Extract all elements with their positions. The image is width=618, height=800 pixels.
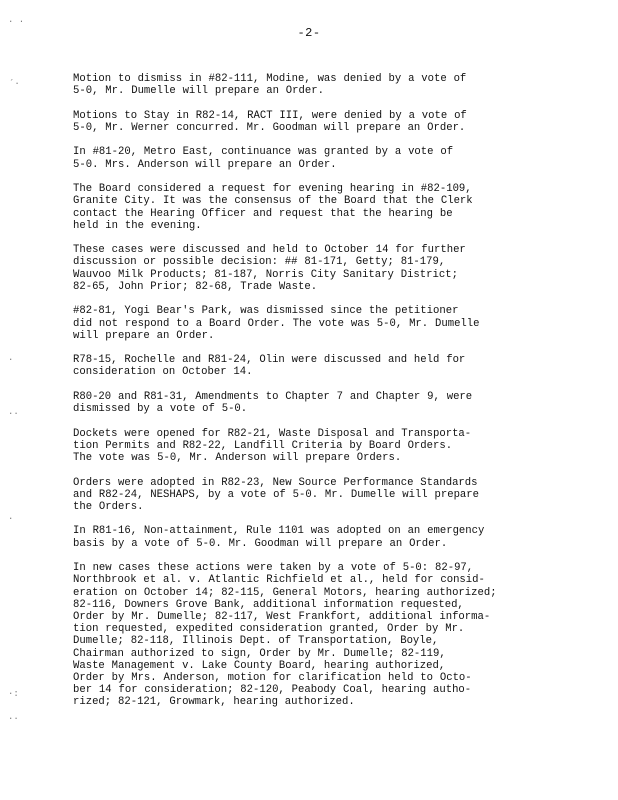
page-number: -2- [297,26,321,40]
paragraph: Dockets were opened for R82-21, Waste Disposal and Transporta- tion Permits and R82-22, Landfill Criteria by Board Orders. The vote was 5-0, Mr. Anderson will prepare Orders. [73,427,472,465]
scan-speck-mark: · [8,355,14,365]
scan-speck-mark: ´· [9,79,20,89]
paragraph: In new cases these actions were taken by a vote of 5-0: 82-97, Northbrook et al. v. Atlantic Richfield et al., held for consid- eration on October 14; 82-115, General Motors, hearing authorized; 82-116, Downers Grove Bank, additional information requested, Order by Mr. Dumelle; 82-117, West Frankfort, additional informa- tion requested, expedited consideration granted, Order by Mr. Dumelle; 82-118, Illinois Dept. of Transportation, Boyle, Chairman authorized to sign, Order by Mr. Dumelle; 82-119, Waste Management v. Lake County Board, hearing authorized, Order by Mrs. Anderson, motion for clarification held to Octo- ber 14 for consideration; 82-120, Peabody Coal, hearing autho- rized; 82-121, Growmark, hearing authorized. [73,562,497,709]
paragraph: R80-20 and R81-31, Amendments to Chapter 7 and Chapter 9, were dismissed by a vote of 5-0. [73,390,473,416]
scan-speck-mark: · [8,514,14,524]
paragraph: These cases were discussed and held to October 14 for further discussion or possible decision: ## 81-171, Getty; 81-179, Wauvoo Milk Products; 81-187, Norris City Sanitary District; 82-65, John Prior; 82-68, Trade Waste. [73,244,466,293]
paragraph: In #81-20, Metro East, continuance was granted by a vote of 5-0. Mrs. Anderson will prepare an Order. [73,146,454,171]
scan-speck-mark: ·· [8,409,19,419]
paragraph: Motions to Stay in R82-14, RACT III, were denied by a vote of 5-0, Mr. Werner concurred. Mr. Goodman will prepare an Order. [73,109,467,134]
paragraph: Motion to dismiss in #82-111, Modine, was denied by a vote of 5-0, Mr. Dumelle will prepare an Order. [73,73,467,98]
paragraph: Orders were adopted in R82-23, New Source Performance Standards and R82-24, NESHAPS, by a vote of 5-0. Mr. Dumelle will prepare the Orders. [73,476,480,513]
scan-speck-mark: ·· [8,714,19,724]
scan-speck-mark: ·: [8,689,19,699]
paragraph: The Board considered a request for evening hearing in #82-109, Granite City. It was the consensus of the Board that the Clerk contact the Hearing Officer and request that the hearing be held in the evening. [73,183,473,232]
paragraph: In R81-16, Non-attainment, Rule 1101 was adopted on an emergency basis by a vote of 5-0. Mr. Goodman will prepare an Order. [73,525,485,550]
paragraph: R78-15, Rochelle and R81-24, Olin were discussed and held for consideration on October 14. [73,354,466,379]
minutes-body [73,73,553,721]
scan-speck-mark: · · [8,17,25,27]
paragraph: #82-81, Yogi Bear's Park, was dismissed since the petitioner did not respond to a Board Order. The vote was 5-0, Mr. Dumelle will prepare an Order. [73,305,480,342]
